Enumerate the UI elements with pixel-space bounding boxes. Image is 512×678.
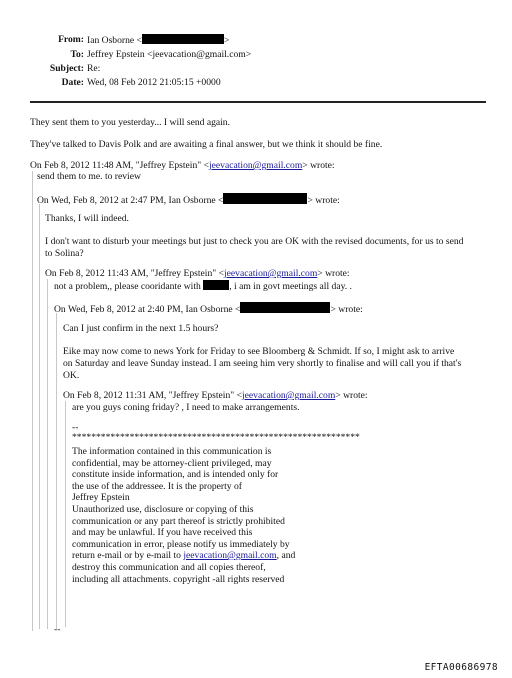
- disclaimer-line: the use of the addressee. It is the property of: [72, 480, 242, 492]
- disclaimer-line: destroy this communication and all copies thereof,: [72, 562, 266, 573]
- disclaimer-line: Jeffrey Epstein: [72, 492, 130, 504]
- quote-attribution: [37, 193, 340, 207]
- quote-attribution: [63, 390, 368, 402]
- quote-attribution: [30, 160, 335, 172]
- quote-text: to Solina?: [45, 248, 84, 259]
- quote-text: [54, 280, 352, 293]
- disclaimer-line: including all attachments. copyright -all rights reserved: [72, 574, 285, 585]
- quote-bar: [47, 279, 48, 629]
- email-link[interactable]: jeevacation@gmail.com: [242, 390, 336, 401]
- quote-text: on Saturday and leave Sunday instead. I am seeing him very shortly to finalise and will call you if that's: [63, 358, 462, 369]
- to-value: Jeffrey Epstein <jeevacation@gmail.com>: [87, 49, 252, 60]
- attribution-text: On Wed, Feb 8, 2012 at 2:40 PM, Ian Osborne <: [54, 304, 241, 315]
- from-end: >: [223, 35, 230, 46]
- attribution-text: On Wed, Feb 8, 2012 at 2:47 PM, Ian Osborne <: [37, 195, 224, 206]
- document-id: EFTA00686978: [424, 662, 498, 673]
- quote-bar: [39, 204, 40, 629]
- quote-bar: [65, 401, 66, 627]
- attribution-text: On Feb 8, 2012 11:48 AM, "Jeffrey Epstein" <: [30, 160, 209, 171]
- quote-attribution: [54, 302, 363, 316]
- from-value: [87, 34, 229, 47]
- attribution-text: > wrote:: [307, 195, 340, 206]
- attribution-text: On Feb 8, 2012 11:31 AM, "Jeffrey Epstein" <: [63, 390, 242, 401]
- quote-text: Can I just confirm in the next 1.5 hours?: [63, 323, 219, 334]
- signature-separator: --: [72, 422, 79, 433]
- attribution-text: On Feb 8, 2012 11:43 AM, "Jeffrey Epstein" <: [45, 268, 224, 279]
- disclaimer-text: , and: [276, 550, 296, 561]
- body-paragraph: They've talked to Davis Polk and are awaiting a final answer, but we think it should be fine.: [30, 139, 383, 150]
- email-link[interactable]: jeevacation@gmail.com: [224, 268, 318, 279]
- header-divider: [30, 101, 486, 103]
- attribution-text: > wrote:: [330, 304, 363, 315]
- to-label: To:: [70, 49, 84, 60]
- redaction-bar: [240, 302, 330, 313]
- disclaimer-line: The information contained in this communication is: [72, 446, 272, 457]
- disclaimer-line: confidential, may be attorney-client privileged, may: [72, 457, 272, 469]
- disclaimer-line: and may be unlawful. If you have received this: [72, 527, 253, 539]
- quote-text: are you guys coning friday? , I need to make arrangements.: [72, 402, 300, 413]
- attribution-text: > wrote:: [317, 268, 350, 279]
- from-label: From:: [58, 34, 84, 45]
- disclaimer-line: constitute inside information, and is intended only for: [72, 469, 279, 481]
- email-link[interactable]: jeevacation@gmail.com: [209, 160, 303, 171]
- date-label: Date:: [61, 77, 84, 88]
- attribution-text: > wrote:: [335, 390, 368, 401]
- quote-bar: [56, 313, 57, 629]
- quote-text: I don't want to disturb your meetings but just to check you are OK with the revised documents, for us to send: [45, 236, 464, 247]
- redaction-bar: [142, 34, 224, 44]
- subject-label: Subject:: [49, 63, 84, 74]
- end-separator: --: [54, 624, 61, 635]
- asterisk-divider: ************************************************************: [72, 432, 360, 443]
- disclaimer-line: [72, 550, 295, 562]
- redaction-bar: [223, 193, 307, 204]
- email-link[interactable]: jeevacation@gmail.com: [183, 550, 277, 561]
- redaction-bar: [203, 280, 229, 290]
- disclaimer: [72, 446, 290, 550]
- disclaimer-line: Unauthorized use, disclosure or copying of this: [72, 503, 254, 515]
- quote-attribution: [45, 268, 350, 280]
- quote-text-part: not a problem,, please cooridante with: [54, 281, 201, 292]
- from-name: Ian Osborne <: [87, 35, 142, 46]
- quote-text: send them to me. to review: [37, 171, 141, 182]
- quote-text-part: , i am in govt meetings all day. .: [229, 281, 352, 292]
- body-paragraph: They sent them to you yesterday... I will send again.: [30, 117, 230, 128]
- quote-bar: [32, 171, 33, 631]
- disclaimer-line: communication or any part thereof is strictly prohibited: [72, 515, 285, 527]
- quote-text: Eike may now come to news York for Friday to see Bloomberg & Schmidt. If so, I might ask to arrive: [63, 346, 455, 357]
- disclaimer-line: communication in error, please notify us immediately by: [72, 538, 290, 550]
- subject-value: Re:: [87, 63, 101, 74]
- attribution-text: > wrote:: [302, 160, 335, 171]
- date-value: Wed, 08 Feb 2012 21:05:15 +0000: [87, 77, 221, 88]
- quote-text: Thanks, I will indeed.: [45, 213, 129, 224]
- disclaimer-text: return e-mail or by e-mail to: [72, 550, 184, 561]
- quote-text: OK.: [63, 370, 80, 381]
